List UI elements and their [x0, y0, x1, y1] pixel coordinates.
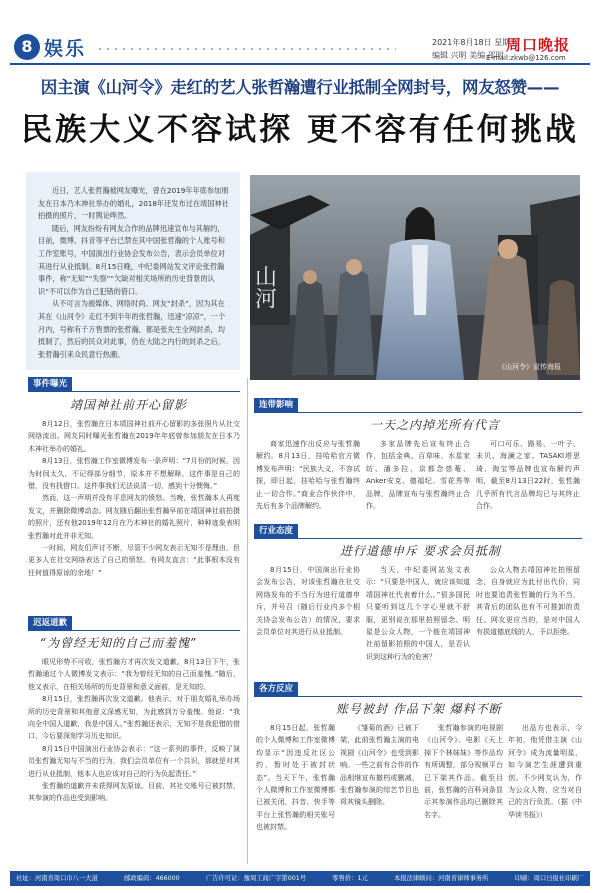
article-body-5d	[508, 722, 582, 864]
tag-rule	[254, 412, 582, 413]
paragraph: 当天，中纪委网站发文表示：“只要是中国人，就应该知道靖国神社代表着什么。”很多国民只要听到这几个字心里就不舒服，更别说在那里拍照留念。明星是公众人物，一个能在靖国神社前留影拍照的中国人，是否认识到这种行为的危害？	[366, 566, 470, 661]
article-body-2a	[256, 438, 360, 518]
article-title-apology: “为曾经无知的自己而羞愧”	[40, 636, 198, 650]
subheadline: 因主演《山河令》走红的艺人张哲瀚遭行业抵制全网封号，网友怒赞——	[40, 78, 560, 97]
page-header	[0, 0, 600, 70]
tag-apology: 迟返道歉	[28, 616, 72, 630]
article-body-4	[28, 656, 240, 864]
footer-price: 零售价：1元	[332, 875, 368, 882]
tag-rule	[254, 538, 582, 539]
intro-box	[26, 172, 240, 370]
tag-impact: 连带影响	[254, 398, 298, 412]
article-body-5b	[340, 722, 419, 864]
article-body-5c	[424, 722, 503, 864]
article-body-3a	[256, 564, 360, 676]
paragraph: 张哲瀚参演的电视剧《山河令》、电影《天上掉下个林妹妹》等作品均有所调整，部分视频平台已下架其作品。截至目前，张哲瀚的百科词条显示其参演作品均已删除其名字。	[424, 724, 503, 819]
paragraph: 《雏菊的酒》已被下架，此前张哲瀚主演的电视剧《山河令》也受到影响。一些之前有合作的作品相继宣布撤档或删减，张哲瀚参演的综艺节目也将其镜头删除。	[340, 724, 419, 807]
paragraph: 8月15日，张哲瀚再次发文道歉。他表示，对于朋友婚礼举办场所的历史背景和其他意义深感无知，为此感到万分羞愧。他说：“我向全中国人道歉，我是中国人。”张哲瀚还表示，无知不是我犯错的借口，今后要深刻学习历史知识。	[28, 695, 240, 741]
column-divider	[247, 378, 248, 864]
page-number: 8	[14, 34, 40, 60]
paragraph: 一时间，网友们声讨不断，尽管不少网友表示无知不是理由，但更多人在社交网络表达了自己的愤怒。有网友直言：“此事根本没有任何值得原谅的余地！”	[28, 544, 240, 577]
section-title: 娱乐	[44, 38, 87, 60]
intro-paragraph: 从不可言为被媒体、网络时尚、网友“封杀”，因为其在其在《山河令》走红不到半年的张哲瀚，迅速“凉凉”，一个月内，号称有千万售票的张哲瀚，都是张先生全网封杀，均抵制了，然后的民众对此事，仍在大陆之内行的封杀之后，张哲瀚引来众民意行热潮。	[38, 299, 226, 359]
paragraph: 公众人物去靖国神社拍照留念，自身就应为此付出代价，同时也要追责张哲瀚的行为不当，其背后的团队也有不可推卸的责任。网友更应当的，是对中国人有损道德底线的人，予以拒绝。	[476, 566, 580, 637]
paragraph: 8月13日，张哲瀚工作室微博发布一条声明：“7月份的时候，因为时间太久，不记得部分细节，原本并不想解释，这件事是自己的错，没有找借口。这件事我们无法说清一切，感到十分懊悔。”	[28, 457, 240, 491]
tag-industry: 行业态度	[254, 524, 298, 538]
tag-reactions: 各方反应	[254, 682, 298, 696]
intro-paragraph: 随后，网友纷纷有网友合作的品牌迅速宣布与其解约，目前，微博、抖音等平台已禁在其中国张哲瀚的个人账号和工作室账号，中国演出行业协会发布公告，表示会员单位对其进行从业抵制。8月15日晚，中纪委网站发文评论张哲瀚事件，称“无知”“失察”“欠缺对相关场所的历史背景的认识”不可以作为自己犯错的借口。	[38, 223, 225, 296]
footer-printer: 印刷：周口日报社印刷厂	[514, 875, 584, 882]
poster-illustration	[250, 175, 580, 380]
article-title-reactions: 账号被封 作品下架 爆料不断	[336, 702, 502, 716]
paragraph: 张哲瀚的道歉并未获得网友原谅。目前，其社交账号已被封禁，其参演的作品也受到影响。	[28, 782, 240, 803]
drama-poster-photo	[250, 175, 580, 380]
header-rule	[10, 63, 590, 65]
header-dots	[96, 46, 396, 52]
article-title-industry: 进行道德申斥 要求会员抵制	[340, 544, 501, 558]
article-body-2c	[476, 438, 580, 518]
headline: 民族大义不容试探 更不容有任何挑战	[21, 112, 579, 148]
paragraph: 8月12日，张哲瀚在日本靖国神社前开心留影的多张照片从社交网络流出。网友同时曝光张哲瀚在2019年年底曾参加朋友在日本乃木神社举办的婚礼。	[28, 420, 240, 453]
editors: 编辑 兴明 美编 邵明	[432, 51, 504, 60]
issue-date: 2021年8月18日 星期三	[432, 38, 519, 47]
tag-event-exposed: 事件曝光	[28, 377, 72, 391]
intro-paragraph: 近日，艺人张哲瀚被网友曝光，曾在2019年年底参加朋友在日本乃木神社举办的婚礼，2018年还发布过在靖国神社拍摄的照片，一时舆论哗然。	[38, 186, 229, 221]
paragraph: 可口可乐、路易、一叶子、未贝、海澜之家、TASAKI塔思琦、淘宝等品牌也宣布解约声明，截至8月13日22时，张哲瀚几乎所有代言品牌均已与其终止合作。	[476, 440, 580, 511]
contact-email: E-mail:zkwb@126.com	[486, 54, 566, 62]
footer-address: 社址：河南省周口市八一大道	[16, 875, 98, 882]
article-body-3c	[476, 564, 580, 676]
footer-postcode: 邮政编码：466000	[124, 875, 180, 882]
tag-rule	[28, 630, 240, 631]
article-body-3b	[366, 564, 470, 676]
page-footer	[10, 871, 590, 886]
paragraph: 然而，这一声明并没有平息网友的愤怒。当晚，张哲瀚本人再度发文，并删除微博动态。网友随后翻出张哲瀚早前在靖国神社前拍摄的照片，还有他2019年12月在乃木神社的婚礼照片，种种迹象表明张哲瀚对此并非无知。	[28, 494, 240, 540]
tag-rule	[254, 696, 582, 697]
footer-legal: 本报法律顾问：河南省律师事务所	[394, 875, 489, 882]
article-title-endorsements: 一天之内掉光所有代言	[370, 418, 501, 432]
paragraph: 出品方也表示，今年初，他凭借主演《山河令》成为流量明星，如今演艺生涯遭到重创。不少网友认为，作为公众人物，应当对自己的言行负责。（据《中华读书报》）	[508, 724, 582, 819]
paragraph: 8月15日中国演出行业协会表示：“这一系列的事件，反映了演员张哲瀚无知与不当的行为，我们会员单位有一个共识，那就是对其进行从业抵制，他本人也应该对自己的行为负起责任。”	[28, 744, 240, 778]
tag-rule	[28, 391, 240, 392]
svg-text:山河: 山河	[251, 265, 277, 309]
article-body-2b	[366, 438, 470, 518]
paragraph: 8月15日，中国演出行业协会发布公告，对该张哲瀚在社交网络发布的不当行为进行道德申斥，并号召（随后行业内多个相关协会发布公告）的情况，要求会员单位对其进行从业抵制。	[256, 566, 360, 637]
article-title-yasukuni: 靖国神社前开心留影	[70, 398, 188, 412]
paragraph: 8月15日起，张哲瀚的个人微博和工作室微博均显示“因违反社区公约，暂时处于被封状态”。当天下午，张哲瀚个人微博和工作室微博都已被关闭，抖音、快手等平台上张哲瀚的相关账号也被封禁。	[256, 724, 335, 832]
footer-license: 广告许可证：豫周工商广字第001号	[205, 875, 307, 882]
paragraph: 多家品牌先后宣布终止合作，包括金典、百草味、水星家纺、潘多拉、京都念慈菴、Anker安克、德福纪、雪花秀等品牌，品牌宣布与张哲瀚终止合作。	[366, 440, 470, 511]
newspaper-logo: 周口晚报	[506, 36, 571, 54]
article-body-1	[28, 418, 240, 612]
article-body-5a	[256, 722, 335, 864]
paragraph: 商家迅速作出反应与张哲瀚解约。8月13日，挂哈哈官方微博发布声明：“民族大义，不容试探，即日起，挂哈哈与张哲瀚终止一切合作。”商业合作伙伴中，先后有多个品牌解约。	[256, 440, 360, 511]
paragraph: 眼见形势不可收，张哲瀚方才再次发文道歉。8月13日下午，张哲瀚通过个人微博发文表示：“我为曾经无知的自己而羞愧。”随后，他又表示，在相关场所的历史背景和意义面前，是无知的。	[28, 658, 240, 691]
photo-caption: 《山河令》宣传海报	[498, 363, 561, 371]
